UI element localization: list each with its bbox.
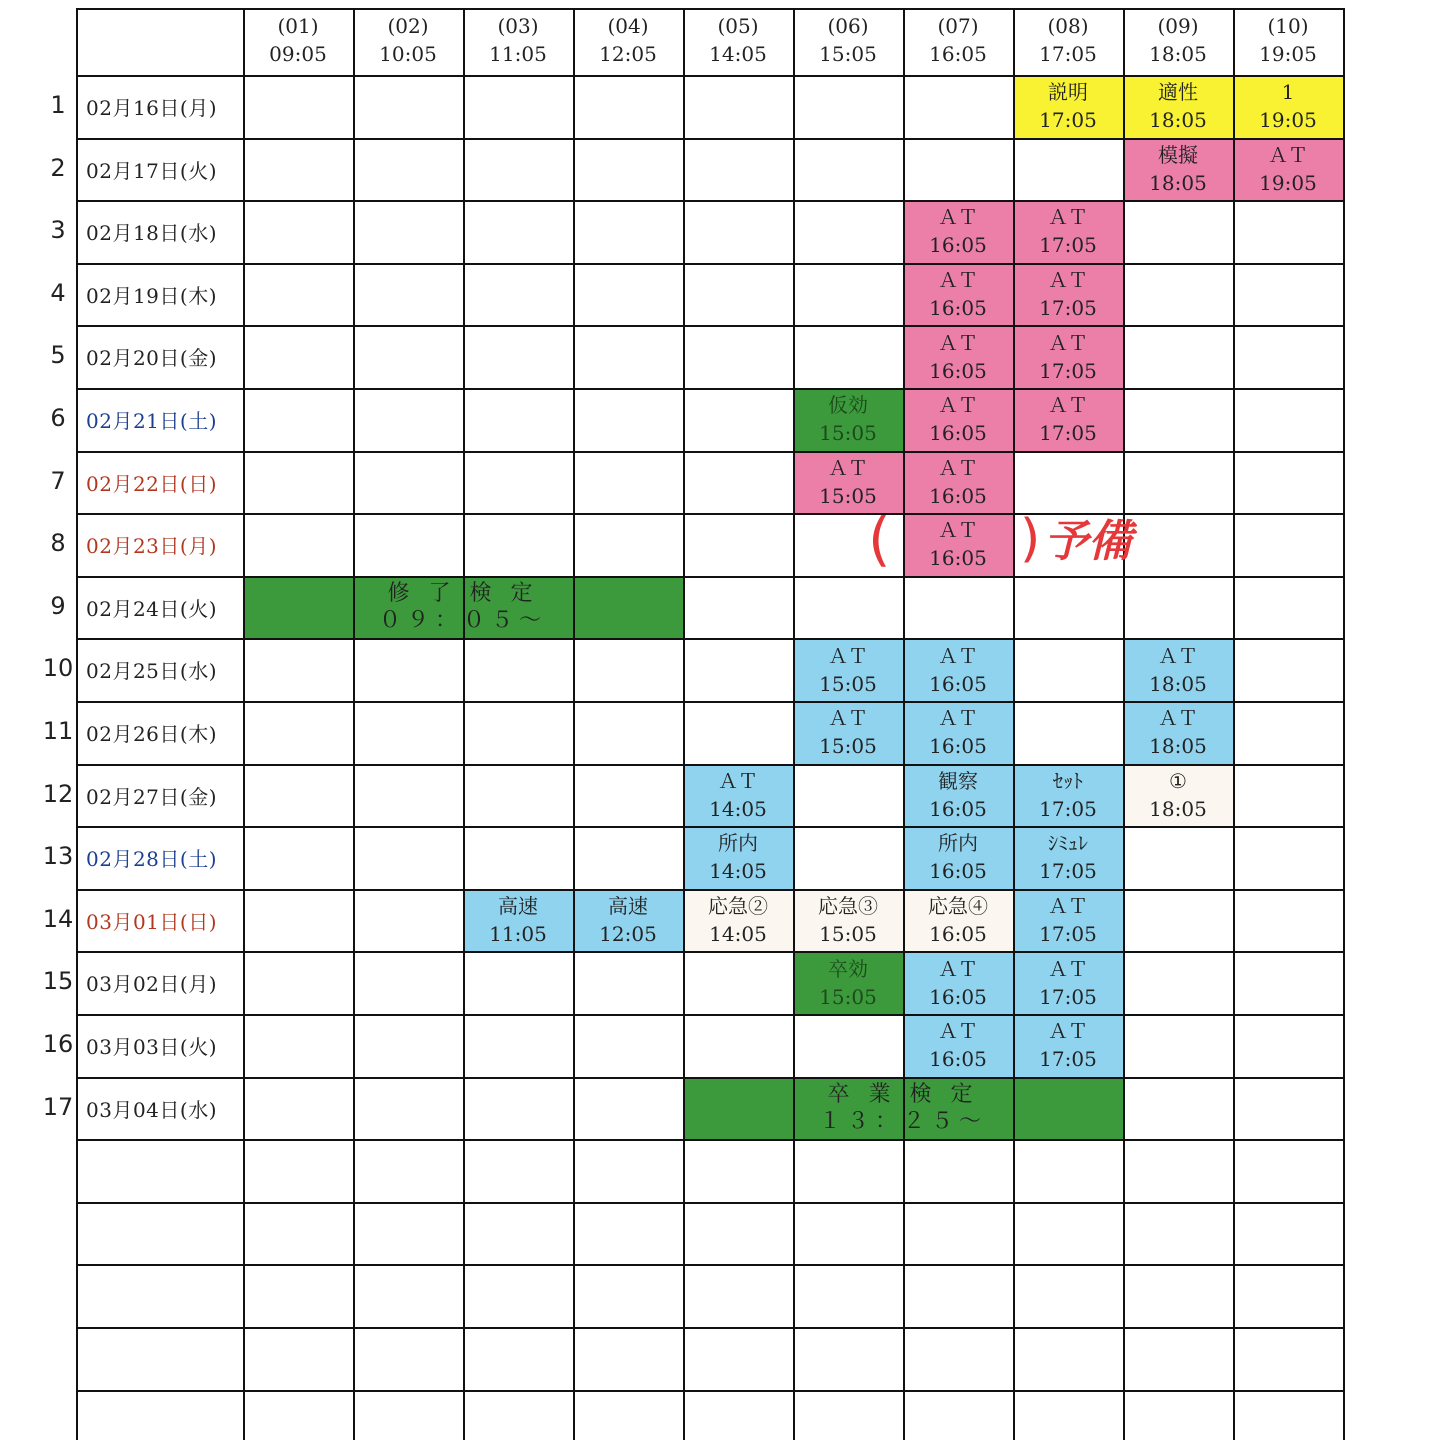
column-number: (06) <box>827 14 869 38</box>
lesson-name: ＡＴ <box>828 643 868 668</box>
column-number: (04) <box>607 14 649 38</box>
grid-line <box>903 8 905 1440</box>
lesson-name: ＡＴ <box>1048 393 1088 418</box>
lesson-time: 15:05 <box>819 483 877 508</box>
lesson-name: ＡＴ <box>938 330 978 355</box>
row-date: 03月04日(水) <box>86 1097 218 1122</box>
lesson-time: 16:05 <box>929 796 987 821</box>
lesson-block <box>793 701 903 764</box>
lesson-block <box>793 951 903 1014</box>
row-number: 16 <box>42 1030 74 1058</box>
lesson-name: ＡＴ <box>938 518 978 543</box>
grid-line <box>683 8 685 1440</box>
lesson-block <box>903 764 1013 827</box>
column-number: (02) <box>387 14 429 38</box>
row-number: 17 <box>42 1092 74 1121</box>
lesson-time: 16:05 <box>929 546 987 571</box>
lesson-time: 16:05 <box>929 671 987 696</box>
lesson-name: 観察 <box>938 768 978 793</box>
row-number: 2 <box>50 153 66 182</box>
row-date: 02月22日(日) <box>86 471 218 496</box>
lesson-block <box>1013 75 1123 138</box>
grid-line <box>76 764 1343 766</box>
lesson-block <box>903 951 1013 1014</box>
lesson-time: 16:05 <box>929 421 987 446</box>
column-header <box>243 12 353 68</box>
lesson-block <box>793 451 903 514</box>
grid-line <box>76 701 1343 703</box>
grid-line <box>76 388 1343 390</box>
row-number: 5 <box>50 341 66 370</box>
lesson-block <box>1013 200 1123 263</box>
lesson-block <box>1233 75 1343 138</box>
lesson-block <box>1013 1014 1123 1077</box>
lesson-time: 16:05 <box>929 984 987 1009</box>
lesson-block <box>1013 388 1123 451</box>
lesson-name: 適性 <box>1158 80 1198 105</box>
column-number: (03) <box>497 14 539 38</box>
lesson-time: 15:05 <box>819 671 877 696</box>
lesson-time: 14:05 <box>709 796 767 821</box>
lesson-block <box>1013 889 1123 952</box>
lesson-block <box>903 513 1013 576</box>
exam-name: 卒 業 検 定 <box>827 1081 979 1107</box>
lesson-time: 16:05 <box>929 233 987 258</box>
row-date: 02月28日(土) <box>86 847 218 872</box>
column-header <box>1233 12 1343 68</box>
lesson-name: 所内 <box>938 831 978 856</box>
row-date: 03月01日(日) <box>86 909 218 934</box>
lesson-block <box>903 1014 1013 1077</box>
lesson-name: ＡＴ <box>1048 330 1088 355</box>
row-number: 9 <box>50 591 66 620</box>
row-number: 11 <box>42 717 74 745</box>
lesson-block <box>903 200 1013 263</box>
lesson-name: 高速 <box>498 894 538 919</box>
lesson-name: ｾｯﾄ <box>1053 768 1083 793</box>
row-number: 7 <box>50 466 66 495</box>
grid-line <box>76 1264 1343 1266</box>
lesson-name: ＡＴ <box>828 455 868 480</box>
lesson-time: 19:05 <box>1259 108 1317 133</box>
column-header <box>903 12 1013 68</box>
grid-line <box>1013 8 1015 1440</box>
lesson-time: 16:05 <box>929 358 987 383</box>
lesson-block <box>903 451 1013 514</box>
lesson-name: 説明 <box>1048 80 1088 105</box>
lesson-block <box>903 263 1013 326</box>
lesson-time: 11:05 <box>489 922 547 947</box>
lesson-time: 17:05 <box>1039 233 1097 258</box>
lesson-name: 応急② <box>708 894 768 919</box>
lesson-time: 19:05 <box>1259 170 1317 195</box>
row-date: 02月24日(火) <box>86 596 218 621</box>
row-date: 02月19日(木) <box>86 283 218 308</box>
grid-line <box>243 8 245 1440</box>
lesson-block <box>903 638 1013 701</box>
lesson-name: ＡＴ <box>1158 643 1198 668</box>
lesson-time: 14:05 <box>709 922 767 947</box>
lesson-time: 17:05 <box>1039 922 1097 947</box>
lesson-time: 15:05 <box>819 984 877 1009</box>
lesson-block <box>1233 138 1343 201</box>
column-time: 18:05 <box>1149 42 1207 66</box>
lesson-time: 17:05 <box>1039 296 1097 321</box>
row-number: 1 <box>50 91 66 119</box>
lesson-block <box>793 638 903 701</box>
lesson-name: 応急③ <box>818 894 878 919</box>
row-number: 8 <box>50 529 66 558</box>
grid-line <box>76 576 1343 578</box>
lesson-name: 所内 <box>718 831 758 856</box>
lesson-time: 18:05 <box>1149 734 1207 759</box>
exam-band-text <box>793 1081 1013 1135</box>
row-date: 02月21日(土) <box>86 409 218 433</box>
grid-line <box>76 1077 1343 1079</box>
row-date: 02月25日(水) <box>86 659 218 684</box>
grid-line <box>76 1390 1343 1392</box>
lesson-time: 17:05 <box>1039 421 1097 446</box>
column-header <box>573 12 683 68</box>
lesson-name: ＡＴ <box>1048 205 1088 230</box>
grid-line <box>76 1327 1343 1329</box>
grid-line <box>76 200 1343 202</box>
row-number: 10 <box>42 654 74 683</box>
lesson-name: ＡＴ <box>938 706 978 731</box>
row-date: 02月17日(火) <box>86 158 218 183</box>
lesson-name: ＡＴ <box>828 706 868 731</box>
lesson-block <box>903 701 1013 764</box>
row-number: 15 <box>42 967 74 996</box>
lesson-time: 17:05 <box>1039 108 1097 133</box>
grid-line <box>76 638 1343 640</box>
lesson-time: 15:05 <box>819 734 877 759</box>
lesson-time: 18:05 <box>1149 796 1207 821</box>
lesson-time: 18:05 <box>1149 108 1207 133</box>
grid-line <box>76 889 1343 891</box>
lesson-block <box>1013 764 1123 827</box>
column-header <box>1013 12 1123 68</box>
lesson-time: 16:05 <box>929 296 987 321</box>
row-date: 02月23日(月) <box>86 534 218 559</box>
lesson-time: 12:05 <box>599 922 657 947</box>
column-number: (09) <box>1157 14 1199 38</box>
lesson-name: ＡＴ <box>1048 956 1088 981</box>
lesson-time: 15:05 <box>819 922 877 947</box>
lesson-name: 仮効 <box>828 393 868 418</box>
grid-line <box>793 8 795 1440</box>
row-number: 14 <box>42 904 74 933</box>
column-time: 15:05 <box>819 42 877 66</box>
column-time: 14:05 <box>709 42 767 66</box>
lesson-name: ＡＴ <box>1158 706 1198 731</box>
lesson-time: 17:05 <box>1039 1047 1097 1072</box>
grid-line <box>76 75 1343 77</box>
lesson-name: 1 <box>1281 80 1295 105</box>
row-date: 02月20日(金) <box>86 346 218 371</box>
column-number: (10) <box>1267 14 1309 38</box>
lesson-block <box>1013 951 1123 1014</box>
lesson-name: ＡＴ <box>1048 1019 1088 1044</box>
lesson-block <box>903 826 1013 889</box>
lesson-name: 高速 <box>608 894 648 919</box>
grid-line <box>1233 8 1235 1440</box>
lesson-time: 17:05 <box>1039 796 1097 821</box>
lesson-time: 18:05 <box>1149 170 1207 195</box>
lesson-name: ＡＴ <box>938 643 978 668</box>
row-date: 02月16日(月) <box>86 96 218 120</box>
column-number: (01) <box>277 14 319 38</box>
grid-line <box>76 8 78 1440</box>
row-number: 4 <box>50 278 66 307</box>
lesson-block <box>793 889 903 952</box>
row-date: 03月02日(月) <box>86 972 218 997</box>
grid-line <box>76 951 1343 953</box>
grid-line <box>1343 8 1345 1440</box>
grid-line <box>76 1014 1343 1016</box>
row-number: 6 <box>50 404 66 432</box>
lesson-block <box>683 889 793 952</box>
row-date: 02月26日(木) <box>86 722 218 746</box>
exam-name: 修 了 検 定 <box>387 580 539 606</box>
lesson-block <box>1123 638 1233 701</box>
lesson-time: 16:05 <box>929 734 987 759</box>
note-open-paren: ( <box>868 505 891 573</box>
lesson-block <box>683 826 793 889</box>
column-time: 16:05 <box>929 42 987 66</box>
lesson-time: 16:05 <box>929 1047 987 1072</box>
lesson-name: ＡＴ <box>1268 142 1308 167</box>
grid-line <box>76 1139 1343 1141</box>
column-number: (05) <box>717 14 759 38</box>
grid-line <box>76 138 1343 140</box>
column-number: (08) <box>1047 14 1089 38</box>
lesson-block <box>1013 263 1123 326</box>
column-header <box>463 12 573 68</box>
lesson-time: 14:05 <box>709 859 767 884</box>
row-date: 03月03日(火) <box>86 1035 218 1059</box>
lesson-block <box>903 889 1013 952</box>
grid-line <box>76 8 1343 10</box>
row-number: 13 <box>42 842 74 871</box>
lesson-time: 16:05 <box>929 922 987 947</box>
lesson-name: ＡＴ <box>718 768 758 793</box>
lesson-name: ｼﾐｭﾚ <box>1048 831 1088 856</box>
column-time: 17:05 <box>1039 42 1097 66</box>
grid-line <box>573 8 575 1440</box>
lesson-block <box>1013 325 1123 388</box>
lesson-name: 応急④ <box>928 894 988 919</box>
lesson-block <box>1123 701 1233 764</box>
lesson-block <box>1123 75 1233 138</box>
column-header <box>1123 12 1233 68</box>
grid-line <box>76 325 1343 327</box>
lesson-block <box>463 889 573 952</box>
grid-line <box>353 8 355 1440</box>
lesson-block <box>903 325 1013 388</box>
lesson-name: ＡＴ <box>938 393 978 418</box>
lesson-time: 15:05 <box>819 421 877 446</box>
row-number: 12 <box>42 779 74 808</box>
lesson-name: ＡＴ <box>938 268 978 293</box>
lesson-time: 17:05 <box>1039 984 1097 1009</box>
note-text: 予備 <box>1044 516 1132 567</box>
lesson-name: ＡＴ <box>938 205 978 230</box>
lesson-block <box>1013 826 1123 889</box>
lesson-block <box>683 764 793 827</box>
grid-line <box>76 263 1343 265</box>
lesson-name: ＡＴ <box>1048 268 1088 293</box>
row-date: 02月18日(水) <box>86 221 218 246</box>
grid-line <box>76 451 1343 453</box>
lesson-name: 模擬 <box>1158 142 1198 167</box>
column-header <box>353 12 463 68</box>
lesson-name: ① <box>1169 768 1187 793</box>
grid-line <box>463 8 465 1440</box>
lesson-name: 卒効 <box>828 956 868 981</box>
lesson-block <box>573 889 683 952</box>
grid-line <box>1123 8 1125 1440</box>
lesson-name: ＡＴ <box>938 455 978 480</box>
column-number: (07) <box>937 14 979 38</box>
column-time: 12:05 <box>599 42 657 66</box>
exam-start-time: １３：２５～ <box>818 1108 987 1134</box>
lesson-time: 16:05 <box>929 483 987 508</box>
lesson-block <box>793 388 903 451</box>
exam-band-text <box>353 580 573 634</box>
lesson-time: 17:05 <box>1039 358 1097 383</box>
lesson-block <box>1123 764 1233 827</box>
lesson-time: 16:05 <box>929 859 987 884</box>
lesson-name: ＡＴ <box>938 956 978 981</box>
column-time: 10:05 <box>379 42 437 66</box>
lesson-block <box>903 388 1013 451</box>
grid-line <box>76 1202 1343 1204</box>
lesson-time: 18:05 <box>1149 671 1207 696</box>
lesson-name: ＡＴ <box>1048 894 1088 919</box>
column-time: 09:05 <box>269 42 327 66</box>
row-number: 3 <box>50 216 66 245</box>
column-header <box>683 12 793 68</box>
grid-line <box>76 513 1343 515</box>
lesson-time: 17:05 <box>1039 859 1097 884</box>
column-header <box>793 12 903 68</box>
row-date: 02月27日(金) <box>86 784 218 809</box>
note-close-paren: ) <box>1020 509 1041 569</box>
exam-start-time: ０９：０５～ <box>378 607 547 633</box>
column-time: 19:05 <box>1259 42 1317 66</box>
grid-line <box>76 826 1343 828</box>
lesson-block <box>1123 138 1233 201</box>
column-time: 11:05 <box>489 42 547 66</box>
lesson-name: ＡＴ <box>938 1019 978 1044</box>
